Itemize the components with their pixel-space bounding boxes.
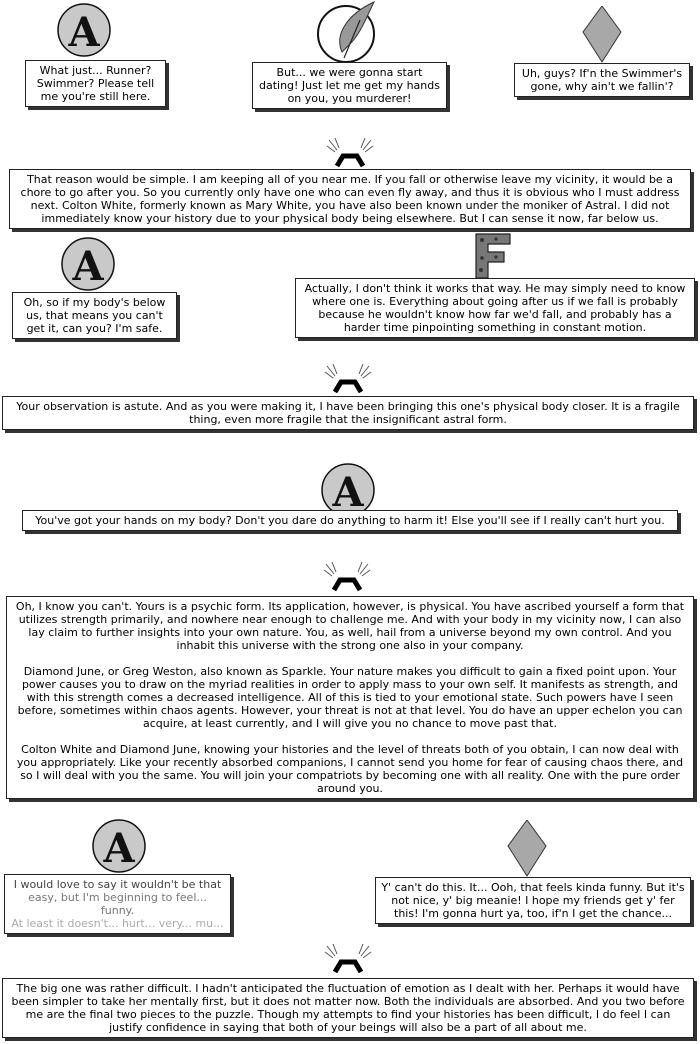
- astral-avatar-icon: [91, 818, 147, 874]
- quill-speech-bubble: [252, 62, 447, 109]
- speech-text: Your observation is astute. And as you were making it, I have been bringing this one's physical body closer. It is a fragile thing, even more fragile that the insignificant astral form.: [16, 400, 680, 426]
- panel-8: [0, 940, 700, 1040]
- speech-text: But... we were gonna start dating! Just let me get my hands on you, you murderer!: [258, 66, 440, 105]
- f-speaker-avatar-icon: [472, 232, 512, 280]
- speech-line: I would love to say it wouldn't be that: [13, 878, 222, 891]
- panel-1: [0, 0, 700, 110]
- speech-paragraph: Diamond June, or Greg Weston, also known as Sparkle. Your nature makes you difficult to gain a fixed point upon. Your power causes you to draw on the myriad realities in order to apply mass to your own self. It manifests as strength, and with this strength comes a decreased intelligence. All of this is tied to your emotional state. Such powers have I seen before, sometimes within chaos agents. However, your threat is not at that level. You do have an upper echelon you can acquire, at least currently, and I will give you no chance to move past that.: [17, 665, 683, 730]
- sparkle-avatar-icon: [577, 6, 627, 64]
- order-being-speech-bubble: [9, 169, 691, 229]
- panel-4: [0, 358, 700, 438]
- panel-2: [0, 130, 700, 230]
- speech-text: Actually, I don't think it works that way. He may simply need to know where one is. Everything about going after us if we fall is probably because he wouldn't know how far we'd fall, and probably has a harder time pinpointing something in constant motion.: [304, 282, 686, 334]
- astral-avatar-icon: [56, 2, 112, 58]
- panel-5: [0, 462, 700, 542]
- astral-speech-bubble: [25, 60, 166, 107]
- sparkle-speech-bubble: [375, 877, 691, 924]
- speech-paragraph: Oh, I know you can't. Yours is a psychic form. Its application, however, is physical. You have ascribed yourself a form that utilizes strength primarily, and nowhere near enough to challenge me. And with your body in my vicinity now, I can also lay claim to further insights into your own nature. You, as well, hail from a universe beyond my own control. And you inhabit this universe with the strong one also in your company.: [15, 600, 685, 652]
- speech-text: Uh, guys? If'n the Swimmer's gone, why ain't we fallin'?: [521, 67, 683, 93]
- quill-avatar-icon: [312, 0, 378, 64]
- astral-speech-bubble: [12, 292, 177, 339]
- order-being-speech-bubble: [2, 978, 694, 1038]
- speech-line: At least it doesn't... hurt... very... mu...: [11, 917, 224, 930]
- order-being-speech-bubble: [6, 596, 694, 799]
- astral-speech-bubble: [22, 510, 678, 531]
- order-being-avatar-icon: [323, 942, 373, 978]
- speech-line: easy, but I'm beginning to feel... funny.: [28, 891, 207, 917]
- f-speaker-speech-bubble: [295, 278, 695, 338]
- panel-6: [0, 556, 700, 806]
- speech-text: You've got your hands on my body? Don't you dare do anything to harm it! Else you'll see if I really can't hurt you.: [35, 514, 665, 527]
- speech-text: Oh, so if my body's below us, that means you can't get it, can you? I'm safe.: [23, 296, 166, 335]
- speech-text: What just... Runner? Swimmer? Please tell me you're still here.: [36, 64, 155, 103]
- astral-fading-speech-bubble: [4, 874, 231, 934]
- speech-text: That reason would be simple. I am keeping all of you near me. If you fall or otherwise leave my vicinity, it would be a chore to go after you. So you currently only have one who can even fly away, and thus it is obvious who I must address next. Colton White, formerly known as Mary White, you have also been known under the moniker of Astral. I did not immediately know your history due to your physical body being elsewhere. But I can sense it now, far below us.: [20, 173, 680, 225]
- order-being-avatar-icon: [323, 362, 373, 398]
- astral-avatar-icon: [60, 236, 116, 292]
- order-being-avatar-icon: [325, 136, 375, 172]
- order-being-avatar-icon: [322, 560, 372, 596]
- speech-text: The big one was rather difficult. I hadn't anticipated the fluctuation of emotion as I dealt with her. Perhaps it would have been simpler to take her mentally first, but it does not matter now. Both the individuals are absorbed. And you two before me are the final two pieces to the puzzle. Though my attempts to find your histories has been difficult, I do feel I can justify confidence in saying that both of your beings will also be a part of all about me.: [11, 982, 685, 1034]
- panel-7: [0, 816, 700, 930]
- sparkle-avatar-icon: [502, 820, 552, 878]
- speech-text: Y' can't do this. It... Ooh, that feels kinda funny. But it's not nice, y' big meanie! I hope my friends get y' fer this! I'm gonna hurt ya, too, if'n I get the chance...: [381, 881, 685, 920]
- sparkle-speech-bubble: [514, 63, 690, 97]
- speech-paragraph: Colton White and Diamond June, knowing your histories and the level of threats both of you obtain, I can now deal with you appropriately. Like your recently absorbed companions, I cannot send you home for fear of causing chaos there, and so I will deal with you the same. You will join your compatriots by becoming one with all reality. One with the pure order around you.: [16, 743, 684, 795]
- order-being-speech-bubble: [2, 396, 694, 430]
- panel-3: [0, 232, 700, 342]
